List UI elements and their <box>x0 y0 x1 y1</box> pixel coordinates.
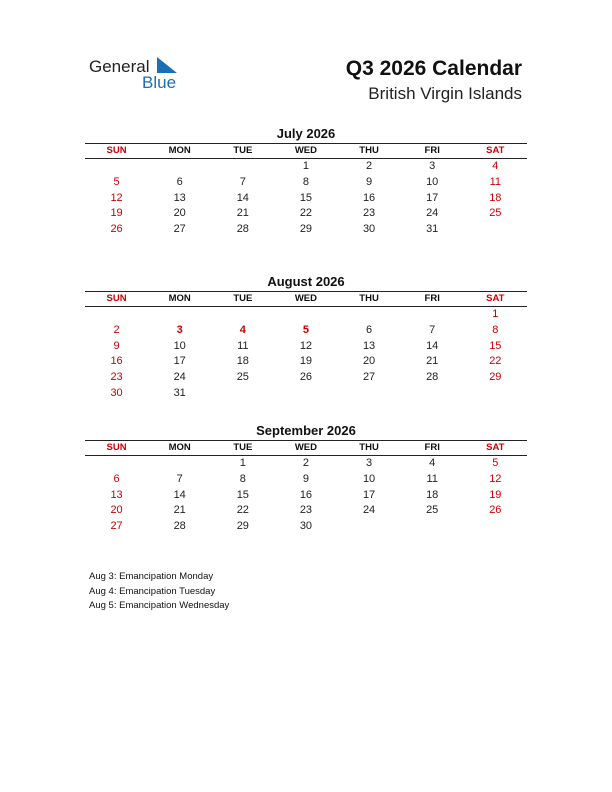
day-cell: 11 <box>237 339 249 352</box>
week-row <box>85 175 527 191</box>
day-cell: 3 <box>429 160 436 172</box>
empty-day-cell <box>211 159 274 175</box>
day-cell: 28 <box>173 520 186 533</box>
day-cell: 2 <box>113 323 120 336</box>
month-title: July 2026 <box>276 126 336 141</box>
weekday-header: TUE <box>233 145 253 156</box>
day-cell: 4 <box>239 323 246 336</box>
empty-day-cell <box>464 386 527 402</box>
day-cell: 28 <box>236 223 249 236</box>
empty-day-cell <box>274 307 337 323</box>
day-cell: 22 <box>236 504 249 517</box>
day-cell: 27 <box>362 371 376 384</box>
holiday-note: Aug 3: Emancipation Monday <box>89 571 214 582</box>
week-row <box>85 354 527 370</box>
day-cell: 30 <box>299 520 313 533</box>
day-cell: 19 <box>110 207 123 220</box>
day-cell: 28 <box>426 371 439 384</box>
empty-day-cell <box>464 222 527 238</box>
day-cell: 23 <box>110 371 123 384</box>
day-cell: 24 <box>173 371 186 384</box>
week-row <box>85 191 527 207</box>
day-cell: 12 <box>489 472 502 485</box>
day-cell: 31 <box>173 386 186 399</box>
day-cell: 9 <box>113 339 120 352</box>
day-cell: 29 <box>489 371 502 384</box>
day-cell: 18 <box>489 191 502 204</box>
day-cell: 4 <box>492 160 499 172</box>
day-cell: 10 <box>173 339 186 352</box>
weekday-header: THU <box>359 442 379 453</box>
week-row <box>85 519 527 535</box>
day-cell: 2 <box>302 457 309 469</box>
month-september <box>85 422 527 535</box>
day-cell: 25 <box>426 504 439 517</box>
empty-day-cell <box>85 159 148 175</box>
day-cell: 15 <box>299 191 313 204</box>
weekday-header: TUE <box>233 293 253 304</box>
day-cell: 30 <box>110 386 123 399</box>
week-row <box>85 307 527 323</box>
logo <box>89 54 189 94</box>
day-cell: 16 <box>110 355 123 368</box>
empty-day-cell <box>211 307 274 323</box>
day-cell: 13 <box>110 488 123 501</box>
day-cell: 3 <box>176 323 183 336</box>
day-cell: 18 <box>426 488 439 501</box>
week-row <box>85 488 527 504</box>
day-cell: 15 <box>489 339 502 352</box>
weekday-header: THU <box>359 293 379 304</box>
day-cell: 24 <box>362 504 376 517</box>
day-cell: 8 <box>302 175 309 188</box>
day-cell: 20 <box>110 504 123 517</box>
day-cell: 18 <box>236 355 249 368</box>
week-row <box>85 222 527 238</box>
empty-day-cell <box>148 307 211 323</box>
day-cell: 24 <box>426 207 439 220</box>
weekday-header: SUN <box>106 293 127 304</box>
day-cell: 19 <box>489 488 502 501</box>
weekday-header: WED <box>294 293 318 304</box>
empty-day-cell <box>338 386 401 402</box>
weekday-header: MON <box>168 145 191 156</box>
weekday-header: MON <box>168 442 191 453</box>
day-cell: 12 <box>299 339 313 352</box>
empty-day-cell <box>85 307 148 323</box>
day-cell: 2 <box>366 160 373 172</box>
day-cell: 11 <box>426 472 438 485</box>
day-cell: 19 <box>299 355 313 368</box>
page-title: Q3 2026 Calendar <box>345 57 522 80</box>
day-cell: 6 <box>366 323 373 336</box>
day-cell: 22 <box>489 355 502 368</box>
day-cell: 16 <box>362 191 376 204</box>
blue-flag-icon <box>157 57 179 75</box>
week-row <box>85 370 527 386</box>
day-cell: 8 <box>492 323 499 336</box>
day-cell: 10 <box>362 472 376 485</box>
day-cell: 20 <box>173 207 186 220</box>
day-cell: 29 <box>236 520 249 533</box>
weekday-header: FRI <box>424 145 440 156</box>
day-cell: 13 <box>362 339 376 352</box>
weekday-header: SAT <box>486 442 505 453</box>
weekday-header: THU <box>359 145 379 156</box>
empty-day-cell <box>464 519 527 535</box>
day-cell: 6 <box>176 175 183 188</box>
holiday-note: Aug 4: Emancipation Tuesday <box>89 585 216 597</box>
day-cell: 10 <box>426 175 439 188</box>
day-cell: 14 <box>426 339 439 352</box>
day-cell: 26 <box>489 504 502 517</box>
day-cell: 7 <box>429 323 436 336</box>
day-cell: 29 <box>299 223 313 236</box>
day-cell: 3 <box>366 457 373 469</box>
day-cell: 26 <box>299 371 313 384</box>
week-row <box>85 159 527 175</box>
empty-day-cell <box>338 307 401 323</box>
day-cell: 31 <box>426 223 439 236</box>
day-cell: 9 <box>366 175 373 188</box>
day-cell: 25 <box>489 207 502 220</box>
week-row <box>85 206 527 222</box>
holiday-notes <box>89 570 229 614</box>
holiday-note: Aug 5: Emancipation Wednesday <box>89 600 230 611</box>
empty-day-cell <box>401 307 464 323</box>
day-cell: 5 <box>302 323 309 336</box>
day-cell: 8 <box>239 472 246 485</box>
day-cell: 12 <box>110 191 123 204</box>
day-cell: 21 <box>236 207 249 220</box>
weekday-header: TUE <box>233 442 253 453</box>
day-cell: 23 <box>362 207 376 220</box>
day-cell: 1 <box>302 160 309 172</box>
month-july <box>85 125 527 238</box>
day-cell: 23 <box>299 504 313 517</box>
day-cell: 9 <box>302 472 309 485</box>
day-cell: 21 <box>173 504 186 517</box>
empty-day-cell <box>338 519 401 535</box>
weekday-header: WED <box>294 145 318 156</box>
weekday-header: SAT <box>486 145 505 156</box>
day-cell: 11 <box>489 175 502 188</box>
logo-word-blue: Blue <box>142 73 177 92</box>
day-cell: 21 <box>426 355 439 368</box>
weekday-header-row <box>85 291 527 307</box>
week-row <box>85 472 527 488</box>
empty-day-cell <box>401 519 464 535</box>
month-title: August 2026 <box>267 274 345 289</box>
day-cell: 7 <box>239 175 246 188</box>
day-cell: 30 <box>362 223 376 236</box>
week-row <box>85 386 527 402</box>
weekday-header: WED <box>294 442 318 453</box>
weekday-header: FRI <box>424 442 440 453</box>
day-cell: 1 <box>239 457 246 469</box>
day-cell: 17 <box>362 488 376 501</box>
day-cell: 14 <box>236 191 249 204</box>
day-cell: 4 <box>429 457 436 469</box>
day-cell: 27 <box>110 520 123 533</box>
empty-day-cell <box>148 456 211 472</box>
page-subtitle: British Virgin Islands <box>368 84 522 103</box>
empty-day-cell <box>85 456 148 472</box>
empty-day-cell <box>211 386 274 402</box>
day-cell: 16 <box>299 488 313 501</box>
day-cell: 6 <box>113 472 120 485</box>
empty-day-cell <box>148 159 211 175</box>
day-cell: 17 <box>173 355 186 368</box>
week-row <box>85 339 527 355</box>
weekday-header: MON <box>168 293 191 304</box>
week-row <box>85 503 527 519</box>
week-row <box>85 323 527 339</box>
day-cell: 26 <box>110 223 123 236</box>
weekday-header: SUN <box>106 145 127 156</box>
month-title: September 2026 <box>256 423 356 438</box>
day-cell: 17 <box>426 191 439 204</box>
day-cell: 27 <box>173 223 186 236</box>
day-cell: 15 <box>236 488 249 501</box>
day-cell: 5 <box>492 457 499 469</box>
weekday-header-row <box>85 440 527 456</box>
day-cell: 7 <box>176 472 183 485</box>
empty-day-cell <box>274 386 337 402</box>
empty-day-cell <box>401 386 464 402</box>
day-cell: 5 <box>113 175 120 188</box>
day-cell: 14 <box>173 488 186 501</box>
weekday-header: SUN <box>106 442 127 453</box>
weekday-header-row <box>85 143 527 159</box>
day-cell: 20 <box>362 355 376 368</box>
day-cell: 22 <box>299 207 313 220</box>
day-cell: 13 <box>173 191 186 204</box>
weekday-header: FRI <box>424 293 440 304</box>
day-cell: 25 <box>236 371 249 384</box>
month-august <box>85 273 527 402</box>
day-cell: 1 <box>492 308 499 320</box>
weekday-header: SAT <box>486 293 505 304</box>
week-row <box>85 456 527 472</box>
logo-word-general: General <box>89 57 150 76</box>
